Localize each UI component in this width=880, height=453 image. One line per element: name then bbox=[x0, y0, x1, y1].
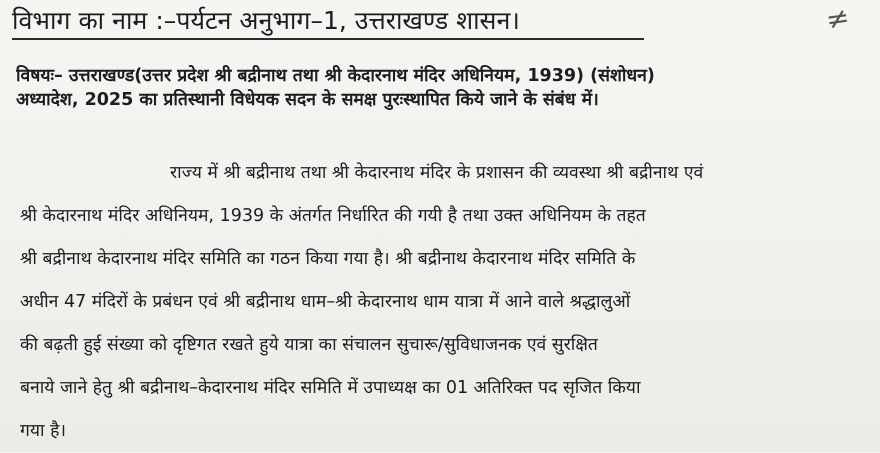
heading-underline bbox=[12, 38, 644, 40]
handwritten-mark: ≠ bbox=[823, 0, 852, 37]
subject-block bbox=[16, 64, 872, 112]
department-heading: विभाग का नाम :–पर्यटन अनुभाग–1, उत्तराखण्ड शासन। bbox=[12, 6, 520, 35]
paragraph-line: श्री बद्रीनाथ केदारनाथ मंदिर समिति का गठन किया गया है। श्री बद्रीनाथ केदारनाथ मंदिर समिति के bbox=[20, 249, 636, 269]
paragraph-line: बनाये जाने हेतु श्री बद्रीनाथ–केदारनाथ मंदिर समिति में उपाध्यक्ष का 01 अतिरिक्त पद सृजित किया bbox=[20, 378, 641, 398]
body-paragraph bbox=[20, 152, 872, 453]
paragraph-line: अधीन 47 मंदिरों के प्रबंधन एवं श्री बद्रीनाथ धाम–श्री केदारनाथ धाम यात्रा में आने वाले श्रद्धालुओं bbox=[20, 292, 631, 312]
subject-line: अध्यादेश, 2025 का प्रतिस्थानी विधेयक सदन के समक्ष पुरःस्थापित किये जाने के संबंध में। bbox=[16, 90, 599, 110]
paragraph-line: राज्य में श्री बद्रीनाथ तथा श्री केदारनाथ मंदिर के प्रशासन की व्यवस्था श्री बद्रीनाथ एवं bbox=[170, 163, 704, 183]
paragraph-line: श्री केदारनाथ मंदिर अधिनियम, 1939 के अंतर्गत निर्धारित की गयी है तथा उक्त अधिनियम के तहत bbox=[20, 206, 646, 226]
subject-line: विषयः– उत्तराखण्ड(उत्तर प्रदेश श्री बद्रीनाथ तथा श्री केदारनाथ मंदिर अधिनियम, 1939) (संशोधन) bbox=[16, 66, 655, 86]
paragraph-line: की बढ़ती हुई संख्या को दृष्टिगत रखते हुये यात्रा का संचालन सुचारू/सुविधाजनक एवं सुरक्षित bbox=[20, 335, 598, 355]
paragraph-line: गया है। bbox=[20, 421, 67, 441]
